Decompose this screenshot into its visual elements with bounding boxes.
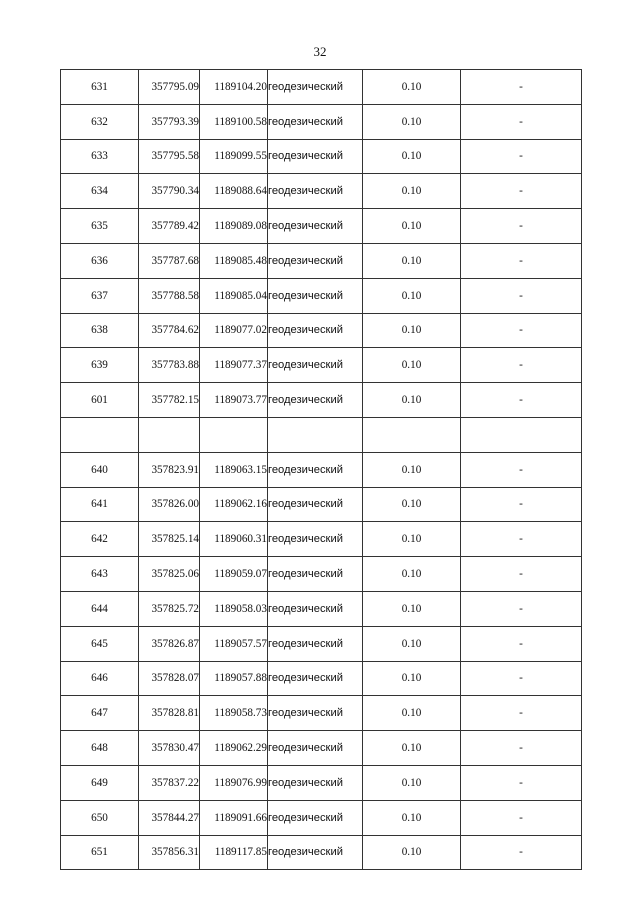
note-cell: - [461, 765, 582, 800]
table-row [61, 139, 582, 174]
accuracy-cell: 0.10 [363, 243, 461, 278]
accuracy-cell: 0.10 [363, 522, 461, 557]
note-cell: - [461, 626, 582, 661]
x-coordinate-cell: 357825.14 [139, 522, 200, 557]
table-row [61, 243, 582, 278]
x-coordinate-cell: 357788.58 [139, 278, 200, 313]
note-cell: - [461, 487, 582, 522]
point-number-cell: 648 [61, 731, 139, 766]
table-row [61, 452, 582, 487]
table-row [61, 522, 582, 557]
note-cell: - [461, 522, 582, 557]
note-cell: - [461, 139, 582, 174]
table-row [61, 174, 582, 209]
accuracy-cell: 0.10 [363, 487, 461, 522]
note-cell: - [461, 591, 582, 626]
table-row [61, 348, 582, 383]
y-coordinate-cell: 1189076.99 [200, 765, 268, 800]
method-cell: геодезический [268, 661, 363, 696]
note-cell: - [461, 800, 582, 835]
note-cell: - [461, 278, 582, 313]
point-number-cell [61, 417, 139, 452]
y-coordinate-cell: 1189085.04 [200, 278, 268, 313]
y-coordinate-cell [200, 417, 268, 452]
method-cell: геодезический [268, 800, 363, 835]
x-coordinate-cell: 357783.88 [139, 348, 200, 383]
x-coordinate-cell: 357844.27 [139, 800, 200, 835]
note-cell: - [461, 104, 582, 139]
x-coordinate-cell [139, 417, 200, 452]
table-row [61, 278, 582, 313]
note-cell: - [461, 243, 582, 278]
table-row [61, 70, 582, 105]
note-cell: - [461, 835, 582, 870]
table-row [61, 626, 582, 661]
point-number-cell: 642 [61, 522, 139, 557]
note-cell: - [461, 383, 582, 418]
point-number-cell: 637 [61, 278, 139, 313]
accuracy-cell: 0.10 [363, 696, 461, 731]
y-coordinate-cell: 1189077.37 [200, 348, 268, 383]
accuracy-cell: 0.10 [363, 174, 461, 209]
x-coordinate-cell: 357793.39 [139, 104, 200, 139]
note-cell: - [461, 174, 582, 209]
y-coordinate-cell: 1189059.07 [200, 557, 268, 592]
x-coordinate-cell: 357782.15 [139, 383, 200, 418]
point-number-cell: 649 [61, 765, 139, 800]
table-row [61, 731, 582, 766]
note-cell: - [461, 696, 582, 731]
note-cell: - [461, 661, 582, 696]
method-cell: геодезический [268, 243, 363, 278]
y-coordinate-cell: 1189104.20 [200, 70, 268, 105]
accuracy-cell: 0.10 [363, 348, 461, 383]
note-cell: - [461, 70, 582, 105]
point-number-cell: 639 [61, 348, 139, 383]
y-coordinate-cell: 1189058.03 [200, 591, 268, 626]
accuracy-cell: 0.10 [363, 835, 461, 870]
accuracy-cell: 0.10 [363, 278, 461, 313]
accuracy-cell: 0.10 [363, 313, 461, 348]
x-coordinate-cell: 357790.34 [139, 174, 200, 209]
note-cell [461, 417, 582, 452]
x-coordinate-cell: 357826.87 [139, 626, 200, 661]
method-cell: геодезический [268, 139, 363, 174]
point-number-cell: 646 [61, 661, 139, 696]
note-cell: - [461, 452, 582, 487]
y-coordinate-cell: 1189073.77 [200, 383, 268, 418]
method-cell: геодезический [268, 557, 363, 592]
y-coordinate-cell: 1189089.08 [200, 209, 268, 244]
x-coordinate-cell: 357787.68 [139, 243, 200, 278]
method-cell: геодезический [268, 731, 363, 766]
table-row [61, 800, 582, 835]
point-number-cell: 651 [61, 835, 139, 870]
accuracy-cell: 0.10 [363, 765, 461, 800]
y-coordinate-cell: 1189063.15 [200, 452, 268, 487]
point-number-cell: 643 [61, 557, 139, 592]
point-number-cell: 644 [61, 591, 139, 626]
note-cell: - [461, 209, 582, 244]
x-coordinate-cell: 357828.81 [139, 696, 200, 731]
coordinates-table [60, 69, 582, 870]
method-cell: геодезический [268, 104, 363, 139]
table-row [61, 696, 582, 731]
x-coordinate-cell: 357795.09 [139, 70, 200, 105]
accuracy-cell: 0.10 [363, 731, 461, 766]
table-row [61, 104, 582, 139]
method-cell: геодезический [268, 452, 363, 487]
accuracy-cell [363, 417, 461, 452]
point-number-cell: 636 [61, 243, 139, 278]
point-number-cell: 641 [61, 487, 139, 522]
method-cell: геодезический [268, 696, 363, 731]
point-number-cell: 645 [61, 626, 139, 661]
x-coordinate-cell: 357789.42 [139, 209, 200, 244]
accuracy-cell: 0.10 [363, 139, 461, 174]
point-number-cell: 631 [61, 70, 139, 105]
accuracy-cell: 0.10 [363, 70, 461, 105]
accuracy-cell: 0.10 [363, 557, 461, 592]
y-coordinate-cell: 1189099.55 [200, 139, 268, 174]
y-coordinate-cell: 1189062.16 [200, 487, 268, 522]
point-number-cell: 640 [61, 452, 139, 487]
y-coordinate-cell: 1189057.57 [200, 626, 268, 661]
y-coordinate-cell: 1189088.64 [200, 174, 268, 209]
table-row [61, 417, 582, 452]
point-number-cell: 633 [61, 139, 139, 174]
table-row [61, 661, 582, 696]
point-number-cell: 650 [61, 800, 139, 835]
table-row [61, 835, 582, 870]
x-coordinate-cell: 357856.31 [139, 835, 200, 870]
method-cell: геодезический [268, 835, 363, 870]
method-cell: геодезический [268, 765, 363, 800]
table-row [61, 313, 582, 348]
x-coordinate-cell: 357784.62 [139, 313, 200, 348]
method-cell: геодезический [268, 626, 363, 661]
y-coordinate-cell: 1189077.02 [200, 313, 268, 348]
method-cell: геодезический [268, 348, 363, 383]
y-coordinate-cell: 1189085.48 [200, 243, 268, 278]
page-number: 32 [313, 44, 327, 59]
method-cell: геодезический [268, 70, 363, 105]
note-cell: - [461, 557, 582, 592]
x-coordinate-cell: 357823.91 [139, 452, 200, 487]
accuracy-cell: 0.10 [363, 452, 461, 487]
table-row [61, 765, 582, 800]
method-cell: геодезический [268, 522, 363, 557]
x-coordinate-cell: 357830.47 [139, 731, 200, 766]
x-coordinate-cell: 357828.07 [139, 661, 200, 696]
y-coordinate-cell: 1189091.66 [200, 800, 268, 835]
y-coordinate-cell: 1189058.73 [200, 696, 268, 731]
accuracy-cell: 0.10 [363, 661, 461, 696]
table-row [61, 557, 582, 592]
table-row [61, 209, 582, 244]
note-cell: - [461, 313, 582, 348]
accuracy-cell: 0.10 [363, 800, 461, 835]
accuracy-cell: 0.10 [363, 209, 461, 244]
method-cell: геодезический [268, 591, 363, 626]
table-row [61, 591, 582, 626]
method-cell: геодезический [268, 487, 363, 522]
y-coordinate-cell: 1189057.88 [200, 661, 268, 696]
x-coordinate-cell: 357826.00 [139, 487, 200, 522]
x-coordinate-cell: 357825.72 [139, 591, 200, 626]
accuracy-cell: 0.10 [363, 104, 461, 139]
accuracy-cell: 0.10 [363, 383, 461, 418]
point-number-cell: 647 [61, 696, 139, 731]
method-cell [268, 417, 363, 452]
x-coordinate-cell: 357795.58 [139, 139, 200, 174]
y-coordinate-cell: 1189060.31 [200, 522, 268, 557]
method-cell: геодезический [268, 174, 363, 209]
note-cell: - [461, 731, 582, 766]
y-coordinate-cell: 1189062.29 [200, 731, 268, 766]
x-coordinate-cell: 357837.22 [139, 765, 200, 800]
accuracy-cell: 0.10 [363, 591, 461, 626]
point-number-cell: 635 [61, 209, 139, 244]
accuracy-cell: 0.10 [363, 626, 461, 661]
method-cell: геодезический [268, 209, 363, 244]
y-coordinate-cell: 1189100.58 [200, 104, 268, 139]
table-row [61, 383, 582, 418]
y-coordinate-cell: 1189117.85 [200, 835, 268, 870]
method-cell: геодезический [268, 313, 363, 348]
method-cell: геодезический [268, 383, 363, 418]
point-number-cell: 634 [61, 174, 139, 209]
point-number-cell: 632 [61, 104, 139, 139]
point-number-cell: 601 [61, 383, 139, 418]
note-cell: - [461, 348, 582, 383]
point-number-cell: 638 [61, 313, 139, 348]
coordinates-table-body [61, 70, 582, 870]
method-cell: геодезический [268, 278, 363, 313]
x-coordinate-cell: 357825.06 [139, 557, 200, 592]
table-row [61, 487, 582, 522]
